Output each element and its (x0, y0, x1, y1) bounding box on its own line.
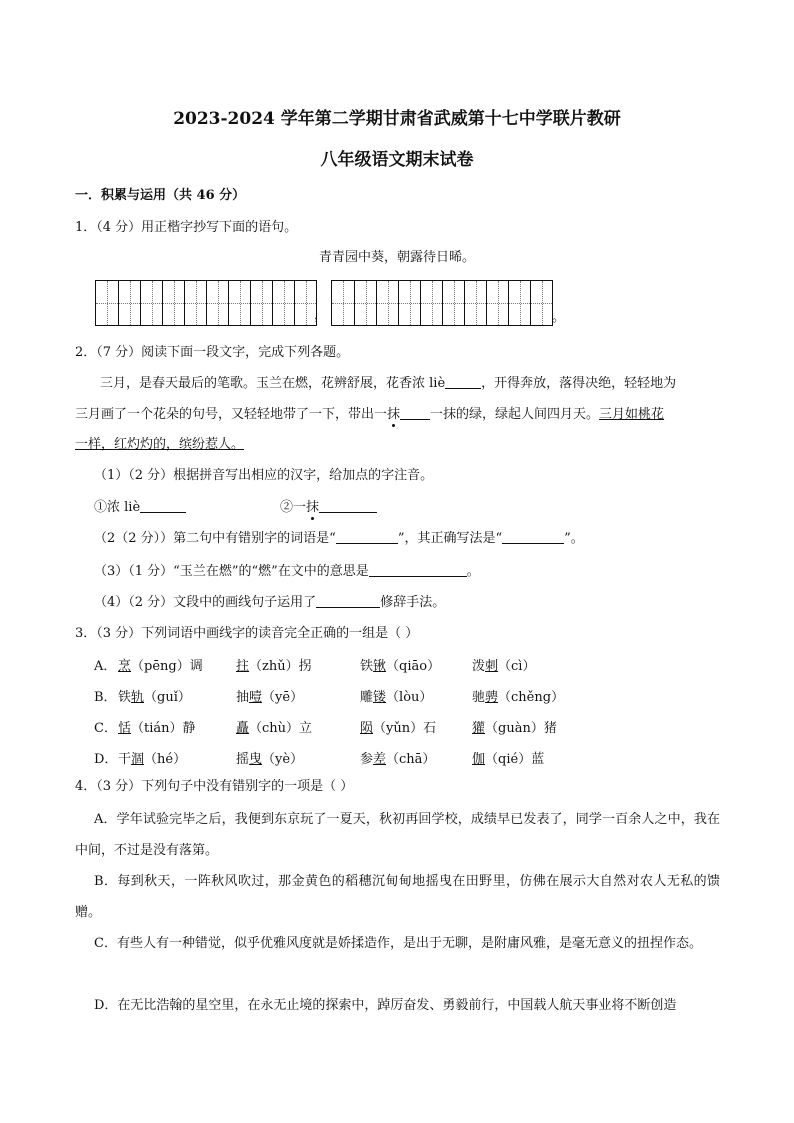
word-char: 抽 (236, 690, 250, 705)
grid-cell[interactable] (250, 281, 272, 325)
grid-cell[interactable] (228, 281, 250, 325)
q3-word-item (360, 686, 432, 705)
sub1-a-label: ①浓 liè (94, 500, 141, 515)
pinyin-text: （zhǔ）拐 (249, 659, 312, 674)
pinyin-text: （chěng） (498, 690, 565, 705)
word-char: 干 (118, 752, 132, 767)
dotted-char: 抹 (306, 500, 320, 515)
pinyin-text: （yǔn）石 (373, 721, 437, 736)
q3-stem: 3．（3 分）下列词语中画线字的读音完全正确的一组是（ ） (75, 626, 419, 641)
q4-option-d[interactable]: D．在无比浩翰的星空里，在永无止境的探索中，踔厉奋发、勇毅前行，中国载人航天事业将不断创造 (94, 998, 677, 1013)
word-char: 泼 (472, 659, 486, 674)
grid-cell[interactable] (332, 281, 354, 325)
dotted-char: 抹 (387, 407, 401, 422)
blank-sub1-b[interactable] (319, 498, 377, 513)
blank-sub1-a[interactable] (140, 498, 186, 513)
q4-stem: 4．（3 分）下列句子中没有错别字的一项是（ ） (75, 779, 354, 794)
underlined-char: 噎 (249, 690, 263, 705)
underlined-sentence: 三月如桃花 (599, 407, 665, 422)
pinyin-text: （hé） (144, 752, 187, 767)
grid-cell[interactable] (294, 281, 316, 325)
word-char: 驰 (472, 690, 486, 705)
word-char: 铁 (118, 690, 132, 705)
grid-cell[interactable] (530, 281, 552, 325)
blank-sub2-wrong[interactable] (336, 529, 398, 544)
q3-word-item (118, 686, 191, 705)
grid-comma: ， (314, 308, 328, 323)
q3-option-label[interactable]: C． (94, 721, 117, 736)
pinyin-text: （tián）静 (131, 721, 196, 736)
grid-cell[interactable] (398, 281, 420, 325)
grid-cell[interactable] (442, 281, 464, 325)
pinyin-text: （yè） (262, 752, 304, 767)
q3-word-item (236, 655, 312, 674)
grid-cell[interactable] (184, 281, 206, 325)
word-char: 雕 (360, 690, 374, 705)
word-char: 参 (360, 752, 374, 767)
q4-option-b[interactable]: B．每到秋天，一阵秋风吹过，那金黄色的稻穗沉甸甸地摇曳在田野里，仿佛在展示大自然对农人无私的馈赠。 (75, 874, 720, 920)
passage-text: 三月画了一个花朵的句号，又轻轻地带了一下，带出一 (75, 407, 388, 422)
q2-passage-line1 (100, 374, 676, 393)
underlined-char: 差 (373, 752, 387, 767)
underlined-char: 涸 (131, 752, 145, 767)
pinyin-text: （qié）蓝 (485, 752, 545, 767)
q1-sentence: 青青园中葵，朝露待日晞。 (318, 250, 475, 265)
grid-cell[interactable] (272, 281, 294, 325)
blank-sub2-correct[interactable] (502, 529, 564, 544)
blank-mo[interactable] (400, 405, 430, 420)
grid-cell[interactable] (420, 281, 442, 325)
underlined-sentence: 一样，红灼灼的，缤纷惹人。 (75, 437, 245, 452)
underlined-char: 镂 (373, 690, 387, 705)
passage-text: 一抹的绿，绿起人间四月天。 (430, 407, 600, 422)
grid-cell[interactable] (354, 281, 376, 325)
pinyin-text: （chù）立 (249, 721, 313, 736)
underlined-char: 伽 (472, 752, 486, 767)
passage-text: 三月，是春天最后的笔歌。玉兰在燃，花辨舒展，花香浓 liè (100, 376, 446, 391)
q3-word-item (236, 748, 303, 767)
pinyin-text: （chā） (386, 752, 436, 767)
q3-word-item (236, 717, 312, 736)
grid-cell[interactable] (464, 281, 486, 325)
word-char: 铁 (360, 659, 374, 674)
q2-passage-line2 (75, 405, 664, 424)
grid-cell[interactable] (486, 281, 508, 325)
grid-cell[interactable] (162, 281, 184, 325)
q3-word-item (472, 686, 564, 705)
q3-word-item (118, 748, 186, 767)
q3-word-item (360, 655, 440, 674)
blank-lie[interactable] (445, 374, 481, 389)
q2-sub2 (94, 529, 584, 548)
passage-text: ，开得奔放，落得决绝，轻轻地为 (481, 376, 677, 391)
underlined-char: 陨 (360, 721, 374, 736)
q2-stem: 2．（7 分）阅读下面一段文字，完成下列各题。 (75, 345, 350, 360)
writing-grid-right[interactable] (331, 280, 553, 326)
writing-grid-left[interactable] (95, 280, 317, 326)
sub4-text: 修辞手法。 (380, 595, 446, 610)
underlined-char: 曳 (249, 752, 263, 767)
underlined-char: 骋 (485, 690, 499, 705)
q2-passage-line3 (75, 436, 244, 454)
sub3-text: （3）（1 分）“玉兰在燃”的“燃”在文中的意思是 (94, 564, 369, 579)
underlined-char: 轨 (131, 690, 145, 705)
grid-cell[interactable] (96, 281, 118, 325)
blank-sub3[interactable] (369, 562, 467, 577)
sub2-text: （2（2 分））第二句中有错别字的词语是“ (94, 531, 336, 546)
q3-option-label[interactable]: B． (94, 690, 117, 705)
exam-title-line1: 2023-2024 学年第二学期甘肃省武威第十七中学联片教研 (173, 109, 621, 129)
q2-sub4 (94, 593, 445, 612)
q2-sub1-answers (94, 498, 186, 517)
grid-cell[interactable] (508, 281, 530, 325)
q1-stem: 1．（4 分）用正楷字抄写下面的语句。 (75, 220, 298, 235)
section-heading: 一．积累与运用（共 46 分） (75, 188, 246, 203)
exam-title-line2: 八年级语文期末试卷 (320, 150, 474, 170)
word-char: 摇 (236, 752, 250, 767)
underlined-char: 矗 (236, 721, 250, 736)
q3-option-label[interactable]: D． (94, 752, 118, 767)
grid-period: 。 (552, 310, 566, 325)
q3-word-item (118, 717, 196, 736)
pinyin-text: （qiāo） (386, 659, 441, 674)
pinyin-text: （lòu） (386, 690, 433, 705)
grid-cell[interactable] (118, 281, 140, 325)
underlined-char: 獾 (472, 721, 486, 736)
underlined-char: 烹 (118, 659, 132, 674)
sub1-b-label: ②一 (280, 500, 307, 515)
blank-sub4[interactable] (316, 593, 380, 608)
pinyin-text: （cì） (498, 659, 536, 674)
q3-word-item (472, 748, 544, 767)
q3-word-item (360, 717, 436, 736)
q3-word-item (472, 655, 535, 674)
q3-word-item (236, 686, 303, 705)
underlined-char: 锹 (373, 659, 387, 674)
q3-word-item (360, 748, 435, 767)
sub4-text: （4）（2 分）文段中的画线句子运用了 (94, 595, 317, 610)
q4-option-c[interactable]: C．有些人有一种错觉，似乎优雅风度就是娇揉造作，是出于无聊，是附庸风雅，是毫无意义的扭捏作态。 (94, 936, 702, 951)
q3-option-label[interactable]: A． (94, 659, 117, 674)
underlined-char: 拄 (236, 659, 250, 674)
pinyin-text: （guǐ） (144, 690, 191, 705)
pinyin-text: （pēng）调 (131, 659, 203, 674)
q3-word-item (472, 717, 557, 736)
underlined-char: 刺 (485, 659, 499, 674)
q4-option-a[interactable]: A．学年试验完毕之后，我便到东京玩了一夏天，秋初再回学校，成绩早已发表了，同学一百余人之中，我在中间，不过是没有落第。 (75, 812, 720, 858)
pinyin-text: （yē） (262, 690, 304, 705)
grid-cell[interactable] (206, 281, 228, 325)
q2-sub3 (94, 562, 480, 581)
q3-word-item (118, 655, 203, 674)
grid-cell[interactable] (140, 281, 162, 325)
sub3-text: 。 (466, 564, 480, 579)
q2-sub1: （1）（2 分）根据拼音写出相应的汉字，给加点的字注音。 (94, 468, 434, 483)
pinyin-text: （guàn）猪 (485, 721, 557, 736)
q2-sub1-answer-b (280, 498, 377, 517)
sub2-text: ”，其正确写法是“ (397, 531, 503, 546)
grid-cell[interactable] (376, 281, 398, 325)
underlined-char: 恬 (118, 721, 132, 736)
sub2-text: ”。 (564, 531, 584, 546)
